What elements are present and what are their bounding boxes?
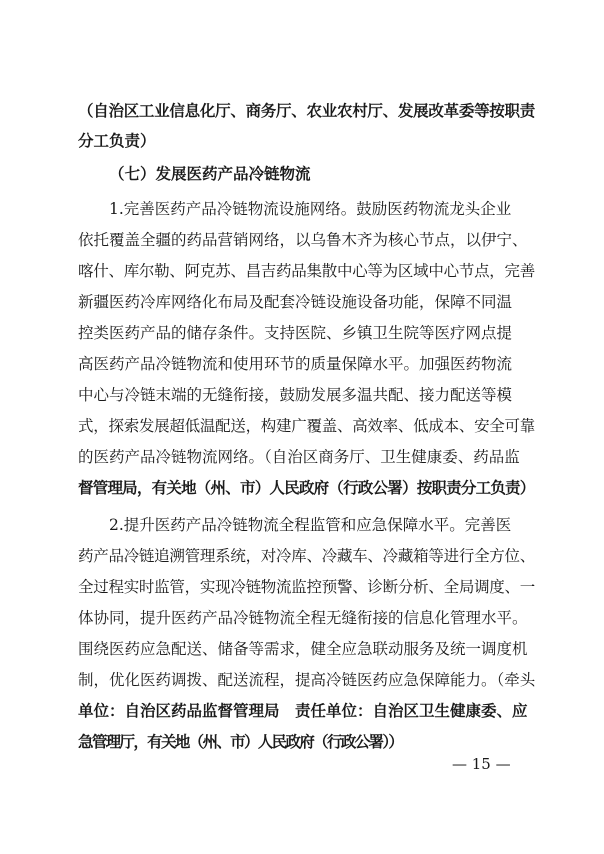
text-line: （七）发展医药产品冷链物流	[109, 164, 311, 183]
text-line: 高医药产品冷链物流和使用环节的质量保障水平。加强医药物流	[78, 355, 513, 373]
text-line: 全过程实时监管，实现冷链物流监控预警、诊断分析、全局调度、一	[78, 578, 536, 596]
text-line: 的医药产品冷链物流网络。（自治区商务厅、卫生健康委、药品监	[78, 448, 520, 466]
text-line: 新疆医药冷库网络化布局及配套冷链设施设备功能，保障不同温	[78, 293, 513, 311]
text-line: 中心与冷链末端的无缝衔接，鼓励发展多温共配、接力配送等模	[78, 386, 513, 404]
text-line: 制，优化医药调拨、配送流程，提高冷链医药应急保障能力。（牵头	[78, 671, 536, 689]
text-line: 依托覆盖全疆的药品营销网络，以乌鲁木齐为核心节点，以伊宁、	[78, 231, 528, 249]
text-line: 药产品冷链追溯管理系统，对冷库、冷藏车、冷藏箱等进行全方位、	[78, 547, 536, 565]
text-line: 2.提升医药产品冷链物流全程监管和应急保障水平。完善医	[109, 516, 512, 534]
text-line: 体协同，提升医药产品冷链物流全程无缝衔接的信息化管理水平。	[78, 609, 528, 627]
text-line: 督管理局，有关地（州、市）人民政府（行政公署）按职责分工负责）	[78, 478, 535, 497]
text-line: 分工负责）	[78, 131, 156, 150]
text-line: 单位：自治区药品监督管理局 责任单位：自治区卫生健康委、应	[78, 701, 528, 720]
text-line: 1.完善医药产品冷链物流设施网络。鼓励医药物流龙头企业	[109, 200, 512, 218]
text-line: 围绕医药应急配送、储备等需求，健全应急联动服务及统一调度机	[78, 640, 528, 658]
text-line: 急管理厅，有关地（州、市）人民政府（行政公署））	[78, 732, 403, 751]
text-line: 控类医药产品的储存条件。支持医院、乡镇卫生院等医疗网点提	[78, 324, 513, 342]
text-line: 喀什、库尔勒、阿克苏、昌吉药品集散中心等为区域中心节点，完善	[78, 262, 536, 280]
page-number: — 15 —	[452, 755, 511, 773]
text-line: （自治区工业信息化厅、商务厅、农业农村厅、发展改革委等按职责	[78, 101, 536, 120]
text-line: 式，探索发展超低温配送，构建广覆盖、高效率、低成本、安全可靠	[78, 417, 536, 435]
